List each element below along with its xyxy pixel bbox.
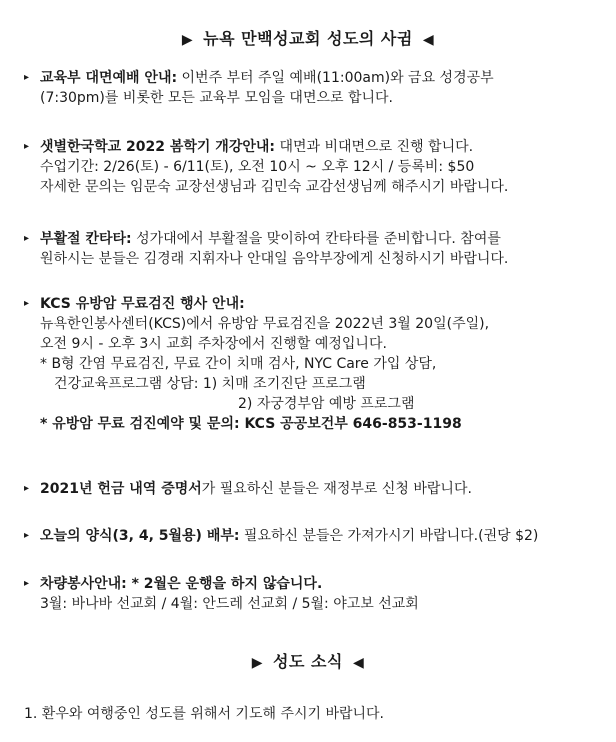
announcement-kcs-screening (24, 294, 608, 434)
bullet-icon: ▸ (24, 233, 30, 244)
announcement-heading: 교육부 대면예배 안내: (40, 70, 178, 86)
announcement-vehicle-service (24, 574, 608, 614)
bullet-icon: ▸ (24, 72, 30, 83)
triangle-right-icon: ▶ (181, 32, 194, 48)
announcement-education-worship (24, 68, 608, 108)
announcement-text: 이번주 부터 주일 예배(11:00am)와 금요 성경공부 (181, 70, 494, 86)
announcement-heading: KCS 유방암 무료검진 행사 안내: (40, 296, 245, 312)
announcement-easter-cantata (24, 229, 608, 269)
announcement-text: 자세한 문의는 임문숙 교장선생님과 김민숙 교감선생님께 해주시기 바랍니다. (40, 179, 509, 195)
announcement-heading: 2021년 헌금 내역 증명서 (40, 481, 202, 497)
section-title-announcements (0, 26, 616, 49)
bullet-icon: ▸ (24, 483, 30, 494)
announcement-text: 오전 9시 - 오후 3시 교회 주차장에서 진행할 예정입니다. (40, 336, 387, 352)
bullet-icon: ▸ (24, 578, 30, 589)
triangle-right-icon: ▶ (251, 655, 264, 671)
announcement-korean-school (24, 137, 608, 197)
announcement-tax-receipt (24, 479, 608, 499)
announcement-text: 필요하신 분들은 가져가시기 바랍니다.(권당 $2) (243, 528, 539, 544)
announcement-text: 원하시는 분들은 김경래 지휘자나 안대일 음악부장에게 신청하시기 바랍니다. (40, 251, 509, 267)
announcement-heading: 차량봉사안내: * 2월은 운행을 하지 않습니다. (40, 576, 323, 592)
announcement-contact: * 유방암 무료 검진예약 및 문의: KCS 공공보건부 646-853-1198 (40, 416, 462, 432)
announcement-text: 2) 자궁경부암 예방 프로그램 (238, 396, 415, 412)
announcement-text: 수업기간: 2/26(토) - 6/11(토), 오전 10시 ~ 오후 12시 / 등록비: $50 (40, 159, 475, 175)
announcement-text: 3월: 바나바 선교회 / 4월: 안드레 선교회 / 5월: 야고보 선교회 (40, 596, 419, 612)
announcement-text: 뉴욕한인봉사센터(KCS)에서 유방암 무료검진을 2022년 3월 20일(주일), (40, 316, 490, 332)
announcement-heading: 부활절 칸타타: (40, 231, 132, 247)
triangle-left-icon: ◀ (352, 655, 365, 671)
announcement-text: (7:30pm)를 비롯한 모든 교육부 모임을 대면으로 합니다. (40, 90, 393, 106)
bullet-icon: ▸ (24, 141, 30, 152)
section-title-text: 뉴욕 만백성교회 성도의 사귐 (203, 29, 413, 48)
bullet-icon: ▸ (24, 530, 30, 541)
bullet-icon: ▸ (24, 298, 30, 309)
announcement-daily-bread (24, 526, 608, 546)
announcement-text: 건강교육프로그램 상담: 1) 치매 조기진단 프로그램 (54, 376, 366, 392)
announcement-text: * B형 간염 무료검진, 무료 간이 치매 검사, NYC Care 가입 상담, (40, 356, 437, 372)
announcement-text: 가 필요하신 분들은 재정부로 신청 바랍니다. (201, 481, 472, 497)
announcement-heading: 샛별한국학교 2022 봄학기 개강안내: (40, 139, 275, 155)
announcement-text: 성가대에서 부활절을 맞이하여 칸타타를 준비합니다. 참여를 (136, 231, 501, 247)
section-title-news (0, 649, 616, 672)
triangle-left-icon: ◀ (422, 32, 435, 48)
news-item: 1. 환우와 여행중인 성도를 위해서 기도해 주시기 바랍니다. (24, 706, 385, 722)
announcement-heading: 오늘의 양식(3, 4, 5월용) 배부: (40, 528, 240, 544)
announcement-text: 대면과 비대면으로 진행 합니다. (279, 139, 474, 155)
section-title-text: 성도 소식 (273, 652, 343, 671)
